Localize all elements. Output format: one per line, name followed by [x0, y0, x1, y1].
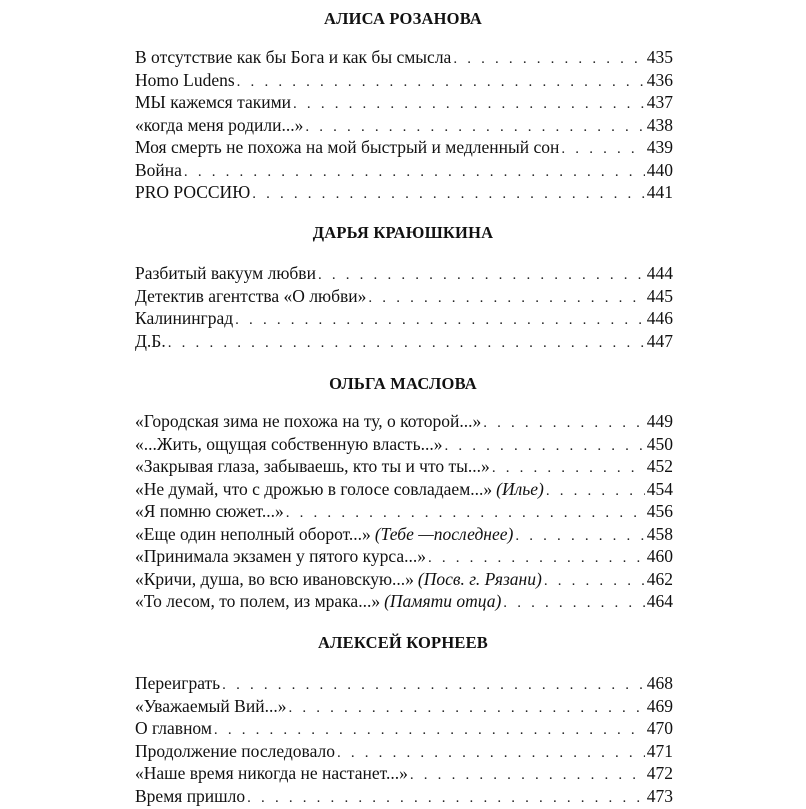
- entry-page-number: 447: [647, 330, 673, 353]
- toc-entry[interactable]: [135, 69, 673, 92]
- toc-entry[interactable]: [135, 181, 673, 204]
- toc-entry[interactable]: [135, 717, 673, 740]
- entry-page-number: 469: [647, 695, 673, 718]
- dot-leader: [503, 592, 644, 615]
- entry-page-number: 440: [647, 159, 673, 182]
- entry-page-number: 435: [647, 46, 673, 69]
- entry-title: В отсутствие как бы Бога и как бы смысла: [135, 46, 451, 69]
- entry-page-number: 444: [647, 262, 673, 285]
- entry-page-number: 452: [647, 455, 673, 478]
- toc-entry[interactable]: [135, 262, 673, 285]
- section-darya-krayushkina: [0, 222, 806, 244]
- entry-page-number: 439: [647, 136, 673, 159]
- author-heading: ОЛЬГА МАСЛОВА: [0, 373, 806, 395]
- toc-entry[interactable]: [135, 740, 673, 763]
- toc-entry[interactable]: [135, 114, 673, 137]
- entry-title: Продолжение последовало: [135, 740, 335, 763]
- toc-entry[interactable]: [135, 91, 673, 114]
- toc-entry[interactable]: [135, 762, 673, 785]
- entry-page-number: 437: [647, 91, 673, 114]
- entry-page-number: 462: [647, 568, 673, 591]
- toc-entry[interactable]: [135, 455, 673, 478]
- entry-page-number: 449: [647, 410, 673, 433]
- entry-title: PRO РОССИЮ: [135, 181, 250, 204]
- entry-page-number: 436: [647, 69, 673, 92]
- entry-title: «Еще один неполный оборот...»: [135, 523, 371, 546]
- dot-leader: [305, 116, 644, 139]
- entry-title: О главном: [135, 717, 212, 740]
- entry-list: [135, 262, 673, 352]
- author-heading: ДАРЬЯ КРАЮШКИНА: [0, 222, 806, 244]
- entry-title: Моя смерть не похожа на мой быстрый и медленный сон: [135, 136, 559, 159]
- entry-title: «...Жить, ощущая собственную власть...»: [135, 433, 442, 456]
- entry-title: Детектив агентства «О любви»: [135, 285, 366, 308]
- dot-leader: [293, 93, 645, 116]
- dot-leader: [168, 332, 645, 355]
- entry-title: Война: [135, 159, 182, 182]
- entry-page-number: 470: [647, 717, 673, 740]
- entry-page-number: 456: [647, 500, 673, 523]
- entry-title: «Не думай, что с дрожью в голосе совладаем...»: [135, 478, 492, 501]
- toc-entry[interactable]: [135, 785, 673, 808]
- entry-title: «Кричи, душа, во всю ивановскую...»: [135, 568, 414, 591]
- dot-leader: [288, 697, 644, 720]
- entry-page-number: 473: [647, 785, 673, 808]
- entry-title: «Я помню сюжет...»: [135, 500, 284, 523]
- entry-list: [135, 410, 673, 613]
- toc-entry[interactable]: [135, 590, 673, 613]
- toc-entry[interactable]: [135, 136, 673, 159]
- entry-dedication: (Тебе —последнее): [375, 523, 514, 546]
- entry-title: Д.Б.: [135, 330, 166, 353]
- section-alisa-rozanova: [0, 8, 806, 30]
- dot-leader: [483, 412, 645, 435]
- entry-page-number: 468: [647, 672, 673, 695]
- dot-leader: [222, 674, 645, 697]
- dot-leader: [515, 525, 644, 548]
- entry-title: «Городская зима не похожа на ту, о которой...»: [135, 410, 481, 433]
- entry-title: Переиграть: [135, 672, 220, 695]
- dot-leader: [444, 435, 644, 458]
- entry-title: Время пришло: [135, 785, 245, 808]
- entry-dedication: (Памяти отца): [384, 590, 501, 613]
- entry-title: «когда меня родили...»: [135, 114, 303, 137]
- entry-page-number: 446: [647, 307, 673, 330]
- entry-page-number: 472: [647, 762, 673, 785]
- dot-leader: [252, 183, 645, 206]
- entry-page-number: 438: [647, 114, 673, 137]
- dot-leader: [428, 547, 645, 570]
- entry-page-number: 454: [647, 478, 673, 501]
- section-aleksey-korneev: [0, 632, 806, 654]
- entry-page-number: 471: [647, 740, 673, 763]
- entry-page-number: 460: [647, 545, 673, 568]
- entry-title: МЫ кажемся такими: [135, 91, 291, 114]
- dot-leader: [237, 71, 645, 94]
- author-heading: АЛЕКСЕЙ КОРНЕЕВ: [0, 632, 806, 654]
- toc-entry[interactable]: [135, 672, 673, 695]
- dot-leader: [368, 287, 644, 310]
- toc-entry[interactable]: [135, 433, 673, 456]
- section-olga-maslova: [0, 373, 806, 395]
- dot-leader: [410, 764, 645, 787]
- entry-title: Homo Ludens: [135, 69, 235, 92]
- dot-leader: [318, 264, 645, 287]
- dot-leader: [546, 480, 645, 503]
- dot-leader: [544, 570, 645, 593]
- toc-entry[interactable]: [135, 478, 673, 501]
- dot-leader: [214, 719, 645, 742]
- entry-list: [135, 672, 673, 807]
- toc-entry[interactable]: [135, 410, 673, 433]
- toc-entry[interactable]: [135, 523, 673, 546]
- entry-page-number: 458: [647, 523, 673, 546]
- entry-title: «Уважаемый Вий...»: [135, 695, 286, 718]
- entry-page-number: 450: [647, 433, 673, 456]
- entry-page-number: 441: [647, 181, 673, 204]
- toc-entry[interactable]: [135, 46, 673, 69]
- entry-title: «Закрывая глаза, забываешь, кто ты и что ты...»: [135, 455, 490, 478]
- toc-entry[interactable]: [135, 500, 673, 523]
- toc-entry[interactable]: [135, 695, 673, 718]
- entry-page-number: 445: [647, 285, 673, 308]
- dot-leader: [453, 48, 644, 71]
- dot-leader: [337, 742, 645, 765]
- dot-leader: [286, 502, 645, 525]
- toc-entry[interactable]: [135, 285, 673, 308]
- dot-leader: [235, 309, 645, 332]
- entry-list: [135, 46, 673, 204]
- dot-leader: [492, 457, 645, 480]
- entry-title: «Принимала экзамен у пятого курса...»: [135, 545, 426, 568]
- entry-dedication: (Илье): [496, 478, 544, 501]
- entry-title: Калининград: [135, 307, 233, 330]
- toc-entry[interactable]: [135, 307, 673, 330]
- toc-entry[interactable]: [135, 568, 673, 591]
- entry-dedication: (Посв. г. Рязани): [418, 568, 542, 591]
- entry-title: «То лесом, то полем, из мрака...»: [135, 590, 380, 613]
- toc-entry[interactable]: [135, 330, 673, 353]
- dot-leader: [184, 161, 645, 184]
- toc-entry[interactable]: [135, 545, 673, 568]
- entry-title: Разбитый вакуум любви: [135, 262, 316, 285]
- entry-page-number: 464: [647, 590, 673, 613]
- toc-entry[interactable]: [135, 159, 673, 182]
- dot-leader: [561, 138, 644, 161]
- author-heading: АЛИСА РОЗАНОВА: [0, 8, 806, 30]
- entry-title: «Наше время никогда не настанет...»: [135, 762, 408, 785]
